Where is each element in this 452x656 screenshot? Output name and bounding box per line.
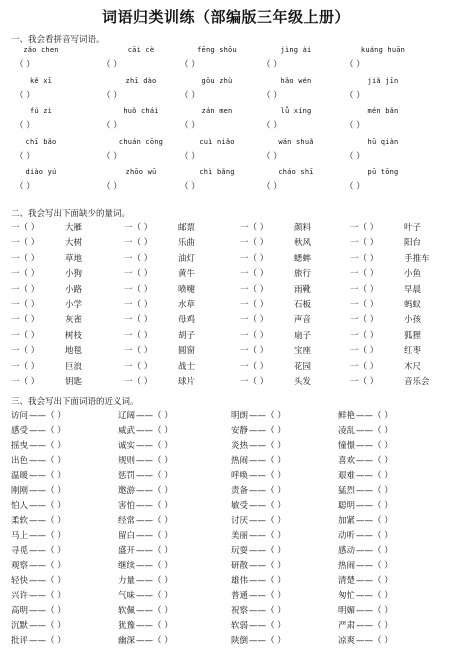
noun-word: 灰雀 bbox=[65, 315, 83, 326]
prompt-word: 出色 bbox=[11, 456, 29, 466]
noun-word: 木尺 bbox=[404, 361, 422, 372]
synonym-blank: ——（ ） bbox=[249, 411, 286, 421]
synonym-blank: ——（ ） bbox=[29, 576, 66, 586]
section-3-heading: 三、我会写出下面词语的近义词。 bbox=[11, 397, 139, 407]
answer-blank: （ ） bbox=[102, 182, 122, 192]
answer-blank: （ ） bbox=[180, 91, 200, 101]
pinyin-prompt: cuì niǎo bbox=[199, 138, 235, 146]
prompt-word: 讨厌 bbox=[231, 516, 249, 526]
pinyin-prompt: fú zi bbox=[29, 107, 53, 115]
prompt-word: 经常 bbox=[118, 516, 136, 526]
synonym-blank: ——（ ） bbox=[356, 591, 393, 601]
synonym-blank: ——（ ） bbox=[136, 606, 173, 616]
measure-word-blank: 一（ ） bbox=[240, 238, 269, 249]
noun-word: 喷嚏 bbox=[178, 284, 196, 295]
synonym-blank: ——（ ） bbox=[249, 606, 286, 616]
prompt-word: 敏受 bbox=[231, 501, 249, 511]
prompt-word: 气味 bbox=[118, 591, 136, 601]
answer-blank: （ ） bbox=[345, 121, 365, 131]
prompt-word: 惩罚 bbox=[118, 471, 136, 481]
section-2-heading: 二、我会写出下面缺少的量词。 bbox=[11, 209, 131, 219]
synonym-blank: ——（ ） bbox=[29, 591, 66, 601]
prompt-word: 炎热 bbox=[231, 441, 249, 451]
synonym-blank: ——（ ） bbox=[29, 636, 66, 646]
synonym-blank: ——（ ） bbox=[249, 591, 286, 601]
synonym-blank: ——（ ） bbox=[29, 501, 66, 511]
prompt-word: 雄伟 bbox=[231, 576, 249, 586]
noun-word: 邮票 bbox=[178, 223, 196, 233]
pinyin-prompt: wán shuǎ bbox=[278, 138, 314, 146]
noun-word: 小学 bbox=[65, 300, 83, 310]
measure-word-blank: 一（ ） bbox=[11, 330, 40, 341]
answer-blank: （ ） bbox=[102, 121, 122, 131]
prompt-word: 清楚 bbox=[338, 576, 356, 586]
synonym-blank: ——（ ） bbox=[29, 561, 66, 571]
measure-word-blank: 一（ ） bbox=[11, 377, 40, 387]
prompt-word: 怕人 bbox=[11, 501, 29, 511]
measure-word-blank: 一（ ） bbox=[124, 253, 153, 264]
synonym-blank: ——（ ） bbox=[29, 486, 66, 496]
measure-word-blank: 一（ ） bbox=[11, 361, 40, 372]
noun-word: 球片 bbox=[178, 377, 196, 387]
measure-word-blank: 一（ ） bbox=[350, 330, 379, 341]
measure-word-blank: 一（ ） bbox=[124, 284, 153, 295]
prompt-word: 寻觅 bbox=[11, 546, 29, 556]
pinyin-prompt: kě xī bbox=[29, 77, 53, 85]
synonym-blank: ——（ ） bbox=[249, 621, 286, 631]
measure-word-blank: 一（ ） bbox=[350, 346, 379, 357]
measure-word-blank: 一（ ） bbox=[240, 346, 269, 357]
measure-word-blank: 一（ ） bbox=[124, 330, 153, 341]
measure-word-blank: 一（ ） bbox=[124, 377, 153, 387]
prompt-word: 威武 bbox=[118, 426, 136, 436]
noun-word: 钥匙 bbox=[65, 377, 83, 387]
pinyin-prompt: diào yú bbox=[25, 168, 57, 176]
synonym-blank: ——（ ） bbox=[249, 576, 286, 586]
noun-word: 乐曲 bbox=[178, 238, 196, 249]
synonym-blank: ——（ ） bbox=[136, 411, 173, 421]
prompt-word: 兴许 bbox=[11, 591, 29, 601]
measure-word-blank: 一（ ） bbox=[124, 269, 153, 280]
prompt-word: 诚实 bbox=[118, 441, 136, 451]
synonym-blank: ——（ ） bbox=[29, 471, 66, 481]
measure-word-blank: 一（ ） bbox=[11, 315, 40, 326]
pinyin-prompt: zhī dào bbox=[125, 77, 157, 85]
answer-blank: （ ） bbox=[345, 152, 365, 162]
synonym-blank: ——（ ） bbox=[356, 636, 393, 646]
prompt-word: 明媚 bbox=[338, 606, 356, 616]
synonym-blank: ——（ ） bbox=[356, 621, 393, 631]
prompt-word: 陕倒 bbox=[231, 636, 249, 646]
synonym-blank: ——（ ） bbox=[249, 636, 286, 646]
answer-blank: （ ） bbox=[102, 91, 122, 101]
prompt-word: 留白 bbox=[118, 531, 136, 541]
prompt-word: 访问 bbox=[11, 411, 29, 421]
synonym-blank: ——（ ） bbox=[356, 576, 393, 586]
synonym-blank: ——（ ） bbox=[29, 426, 66, 436]
answer-blank: （ ） bbox=[15, 121, 35, 131]
prompt-word: 批评 bbox=[11, 636, 29, 646]
synonym-blank: ——（ ） bbox=[136, 501, 173, 511]
prompt-word: 沉默 bbox=[11, 621, 29, 631]
measure-word-blank: 一（ ） bbox=[11, 284, 40, 295]
synonym-blank: ——（ ） bbox=[356, 516, 393, 526]
noun-word: 小鱼 bbox=[404, 269, 422, 280]
prompt-word: 幽深 bbox=[118, 636, 136, 646]
prompt-word: 聪明 bbox=[338, 501, 356, 511]
noun-word: 圆窗 bbox=[178, 346, 196, 357]
noun-word: 声音 bbox=[294, 315, 312, 326]
synonym-blank: ——（ ） bbox=[356, 471, 393, 481]
measure-word-blank: 一（ ） bbox=[240, 315, 269, 326]
prompt-word: 软弱 bbox=[231, 621, 249, 631]
noun-word: 雨靴 bbox=[294, 284, 312, 295]
synonym-blank: ——（ ） bbox=[249, 501, 286, 511]
measure-word-blank: 一（ ） bbox=[11, 346, 40, 357]
measure-word-blank: 一（ ） bbox=[350, 284, 379, 295]
answer-blank: （ ） bbox=[262, 121, 282, 131]
synonym-blank: ——（ ） bbox=[29, 516, 66, 526]
pinyin-prompt: cāi cè bbox=[127, 46, 155, 54]
noun-word: 胡子 bbox=[178, 330, 196, 341]
measure-word-blank: 一（ ） bbox=[240, 269, 269, 280]
synonym-blank: ——（ ） bbox=[249, 561, 286, 571]
pinyin-prompt: gōu zhù bbox=[201, 77, 233, 85]
synonym-blank: ——（ ） bbox=[249, 426, 286, 436]
measure-word-blank: 一（ ） bbox=[240, 377, 269, 387]
synonym-blank: ——（ ） bbox=[249, 441, 286, 451]
noun-word: 宝座 bbox=[294, 346, 312, 357]
answer-blank: （ ） bbox=[345, 91, 365, 101]
noun-word: 颜料 bbox=[294, 223, 312, 233]
measure-word-blank: 一（ ） bbox=[11, 223, 40, 233]
noun-word: 地毯 bbox=[65, 346, 83, 357]
noun-word: 水草 bbox=[178, 300, 196, 310]
prompt-word: 玩耍 bbox=[231, 546, 249, 556]
answer-blank: （ ） bbox=[102, 152, 122, 162]
measure-word-blank: 一（ ） bbox=[11, 300, 40, 310]
synonym-blank: ——（ ） bbox=[136, 486, 173, 496]
pinyin-prompt: kuáng huān bbox=[360, 46, 406, 54]
measure-word-blank: 一（ ） bbox=[240, 284, 269, 295]
prompt-word: 喜欢 bbox=[338, 456, 356, 466]
synonym-blank: ——（ ） bbox=[356, 441, 393, 451]
prompt-word: 力量 bbox=[118, 576, 136, 586]
prompt-word: 严肃 bbox=[338, 621, 356, 631]
prompt-word: 加紧 bbox=[338, 516, 356, 526]
measure-word-blank: 一（ ） bbox=[124, 315, 153, 326]
noun-word: 音乐会 bbox=[404, 377, 430, 387]
prompt-word: 凉爽 bbox=[338, 636, 356, 646]
answer-blank: （ ） bbox=[262, 152, 282, 162]
answer-blank: （ ） bbox=[262, 60, 282, 70]
section-1-heading: 一、我会看拼音写词语。 bbox=[11, 35, 105, 45]
noun-word: 树枝 bbox=[65, 330, 83, 341]
noun-word: 叶子 bbox=[404, 223, 422, 233]
measure-word-blank: 一（ ） bbox=[350, 223, 379, 233]
noun-word: 手推车 bbox=[404, 253, 430, 264]
noun-word: 大树 bbox=[65, 238, 83, 249]
pinyin-prompt: mén bǎn bbox=[367, 107, 399, 115]
answer-blank: （ ） bbox=[180, 60, 200, 70]
prompt-word: 艰难 bbox=[338, 471, 356, 481]
prompt-word: 美丽 bbox=[231, 531, 249, 541]
prompt-word: 辽阔 bbox=[118, 411, 136, 421]
synonym-blank: ——（ ） bbox=[136, 531, 173, 541]
noun-word: 头发 bbox=[294, 377, 312, 387]
prompt-word: 感动 bbox=[338, 546, 356, 556]
synonym-blank: ——（ ） bbox=[356, 426, 393, 436]
measure-word-blank: 一（ ） bbox=[124, 346, 153, 357]
prompt-word: 研散 bbox=[231, 561, 249, 571]
synonym-blank: ——（ ） bbox=[136, 591, 173, 601]
prompt-word: 鲜艳 bbox=[338, 411, 356, 421]
noun-word: 蟋蟀 bbox=[294, 253, 312, 264]
prompt-word: 邀游 bbox=[118, 486, 136, 496]
measure-word-blank: 一（ ） bbox=[11, 253, 40, 264]
answer-blank: （ ） bbox=[262, 182, 282, 192]
prompt-word: 柔软 bbox=[11, 516, 29, 526]
answer-blank: （ ） bbox=[180, 152, 200, 162]
synonym-blank: ——（ ） bbox=[136, 516, 173, 526]
synonym-blank: ——（ ） bbox=[356, 606, 393, 616]
noun-word: 狐狸 bbox=[404, 330, 422, 341]
measure-word-blank: 一（ ） bbox=[350, 238, 379, 249]
measure-word-blank: 一（ ） bbox=[11, 269, 40, 280]
synonym-blank: ——（ ） bbox=[29, 621, 66, 631]
synonym-blank: ——（ ） bbox=[249, 546, 286, 556]
answer-blank: （ ） bbox=[180, 182, 200, 192]
answer-blank: （ ） bbox=[15, 91, 35, 101]
prompt-word: 热闹 bbox=[338, 561, 356, 571]
synonym-blank: ——（ ） bbox=[356, 531, 393, 541]
pinyin-prompt: zhōo wū bbox=[125, 168, 157, 176]
pinyin-prompt: chuán cōng bbox=[118, 138, 164, 146]
noun-word: 草地 bbox=[65, 253, 83, 264]
synonym-blank: ——（ ） bbox=[29, 546, 66, 556]
prompt-word: 害怕 bbox=[118, 501, 136, 511]
prompt-word: 祝察 bbox=[231, 606, 249, 616]
answer-blank: （ ） bbox=[15, 182, 35, 192]
synonym-blank: ——（ ） bbox=[29, 441, 66, 451]
pinyin-prompt: jìng ài bbox=[280, 46, 312, 54]
prompt-word: 责备 bbox=[231, 486, 249, 496]
synonym-blank: ——（ ） bbox=[136, 576, 173, 586]
measure-word-blank: 一（ ） bbox=[350, 269, 379, 280]
synonym-blank: ——（ ） bbox=[136, 621, 173, 631]
answer-blank: （ ） bbox=[345, 60, 365, 70]
measure-word-blank: 一（ ） bbox=[240, 253, 269, 264]
answer-blank: （ ） bbox=[15, 60, 35, 70]
measure-word-blank: 一（ ） bbox=[124, 300, 153, 310]
noun-word: 小狗 bbox=[65, 269, 83, 280]
prompt-word: 安静 bbox=[231, 426, 249, 436]
pinyin-prompt: fēng shōu bbox=[197, 46, 237, 54]
prompt-word: 热闹 bbox=[231, 456, 249, 466]
pinyin-prompt: pū tōng bbox=[367, 168, 399, 176]
prompt-word: 凌乱 bbox=[338, 426, 356, 436]
pinyin-prompt: cháo shī bbox=[278, 168, 314, 176]
noun-word: 花园 bbox=[294, 361, 312, 372]
measure-word-blank: 一（ ） bbox=[124, 238, 153, 249]
pinyin-prompt: jiǎ jīn bbox=[367, 77, 399, 85]
measure-word-blank: 一（ ） bbox=[350, 315, 379, 326]
noun-word: 早晨 bbox=[404, 284, 422, 295]
synonym-blank: ——（ ） bbox=[356, 561, 393, 571]
synonym-blank: ——（ ） bbox=[29, 411, 66, 421]
synonym-blank: ——（ ） bbox=[249, 516, 286, 526]
synonym-blank: ——（ ） bbox=[29, 606, 66, 616]
measure-word-blank: 一（ ） bbox=[350, 253, 379, 264]
measure-word-blank: 一（ ） bbox=[350, 300, 379, 310]
answer-blank: （ ） bbox=[345, 182, 365, 192]
prompt-word: 刚刚 bbox=[11, 486, 29, 496]
measure-word-blank: 一（ ） bbox=[124, 361, 153, 372]
pinyin-prompt: lǚ xíng bbox=[280, 107, 312, 115]
noun-word: 秋风 bbox=[294, 238, 312, 249]
noun-word: 阳台 bbox=[404, 238, 422, 249]
pinyin-prompt: chì bǎng bbox=[199, 168, 235, 176]
synonym-blank: ——（ ） bbox=[249, 486, 286, 496]
noun-word: 战士 bbox=[178, 361, 196, 372]
prompt-word: 匆忙 bbox=[338, 591, 356, 601]
prompt-word: 犹豫 bbox=[118, 621, 136, 631]
answer-blank: （ ） bbox=[102, 60, 122, 70]
noun-word: 油灯 bbox=[178, 253, 196, 264]
synonym-blank: ——（ ） bbox=[356, 456, 393, 466]
pinyin-prompt: zǎo chen bbox=[23, 46, 59, 54]
noun-word: 石板 bbox=[294, 300, 312, 310]
prompt-word: 高明 bbox=[11, 606, 29, 616]
synonym-blank: ——（ ） bbox=[136, 441, 173, 451]
synonym-blank: ——（ ） bbox=[356, 546, 393, 556]
synonym-blank: ——（ ） bbox=[29, 531, 66, 541]
synonym-blank: ——（ ） bbox=[249, 531, 286, 541]
measure-word-blank: 一（ ） bbox=[124, 223, 153, 233]
noun-word: 小路 bbox=[65, 284, 83, 295]
synonym-blank: ——（ ） bbox=[136, 546, 173, 556]
prompt-word: 马上 bbox=[11, 531, 29, 541]
noun-word: 扇子 bbox=[294, 330, 312, 341]
pinyin-prompt: hǎo wén bbox=[280, 77, 312, 85]
prompt-word: 呼唤 bbox=[231, 471, 249, 481]
synonym-blank: ——（ ） bbox=[356, 411, 393, 421]
measure-word-blank: 一（ ） bbox=[350, 377, 379, 387]
noun-word: 大雁 bbox=[65, 223, 83, 233]
noun-word: 母鸡 bbox=[178, 315, 196, 326]
synonym-blank: ——（ ） bbox=[136, 471, 173, 481]
prompt-word: 感受 bbox=[11, 426, 29, 436]
prompt-word: 动听 bbox=[338, 531, 356, 541]
measure-word-blank: 一（ ） bbox=[240, 300, 269, 310]
measure-word-blank: 一（ ） bbox=[350, 361, 379, 372]
prompt-word: 软佩 bbox=[118, 606, 136, 616]
synonym-blank: ——（ ） bbox=[249, 456, 286, 466]
prompt-word: 轻快 bbox=[11, 576, 29, 586]
measure-word-blank: 一（ ） bbox=[240, 361, 269, 372]
noun-word: 巨浪 bbox=[65, 361, 83, 372]
synonym-blank: ——（ ） bbox=[136, 426, 173, 436]
pinyin-prompt: huǒ chái bbox=[123, 107, 159, 115]
prompt-word: 普通 bbox=[231, 591, 249, 601]
measure-word-blank: 一（ ） bbox=[240, 223, 269, 233]
synonym-blank: ——（ ） bbox=[356, 501, 393, 511]
noun-word: 旅行 bbox=[294, 269, 312, 280]
synonym-blank: ——（ ） bbox=[249, 471, 286, 481]
worksheet-title: 词语归类训练（部编版三年级上册） bbox=[101, 8, 350, 26]
prompt-word: 温暖 bbox=[11, 471, 29, 481]
prompt-word: 猛烈 bbox=[338, 486, 356, 496]
measure-word-blank: 一（ ） bbox=[240, 330, 269, 341]
pinyin-prompt: zán men bbox=[201, 107, 233, 115]
synonym-blank: ——（ ） bbox=[29, 456, 66, 466]
prompt-word: 盛开 bbox=[118, 546, 136, 556]
answer-blank: （ ） bbox=[180, 121, 200, 131]
prompt-word: 憧憬 bbox=[338, 441, 356, 451]
answer-blank: （ ） bbox=[262, 91, 282, 101]
prompt-word: 规则 bbox=[118, 456, 136, 466]
synonym-blank: ——（ ） bbox=[356, 486, 393, 496]
pinyin-prompt: chī bǎo bbox=[25, 138, 57, 146]
noun-word: 蚂蚁 bbox=[404, 300, 422, 310]
synonym-blank: ——（ ） bbox=[136, 561, 173, 571]
noun-word: 红枣 bbox=[404, 346, 422, 357]
prompt-word: 摇曳 bbox=[11, 441, 29, 451]
noun-word: 黄牛 bbox=[178, 269, 196, 280]
pinyin-prompt: hū qiàn bbox=[367, 138, 399, 146]
answer-blank: （ ） bbox=[15, 152, 35, 162]
prompt-word: 观察 bbox=[11, 561, 29, 571]
synonym-blank: ——（ ） bbox=[136, 456, 173, 466]
prompt-word: 继续 bbox=[118, 561, 136, 571]
noun-word: 小孩 bbox=[404, 315, 422, 326]
prompt-word: 明朗 bbox=[231, 411, 249, 421]
synonym-blank: ——（ ） bbox=[136, 636, 173, 646]
measure-word-blank: 一（ ） bbox=[11, 238, 40, 249]
